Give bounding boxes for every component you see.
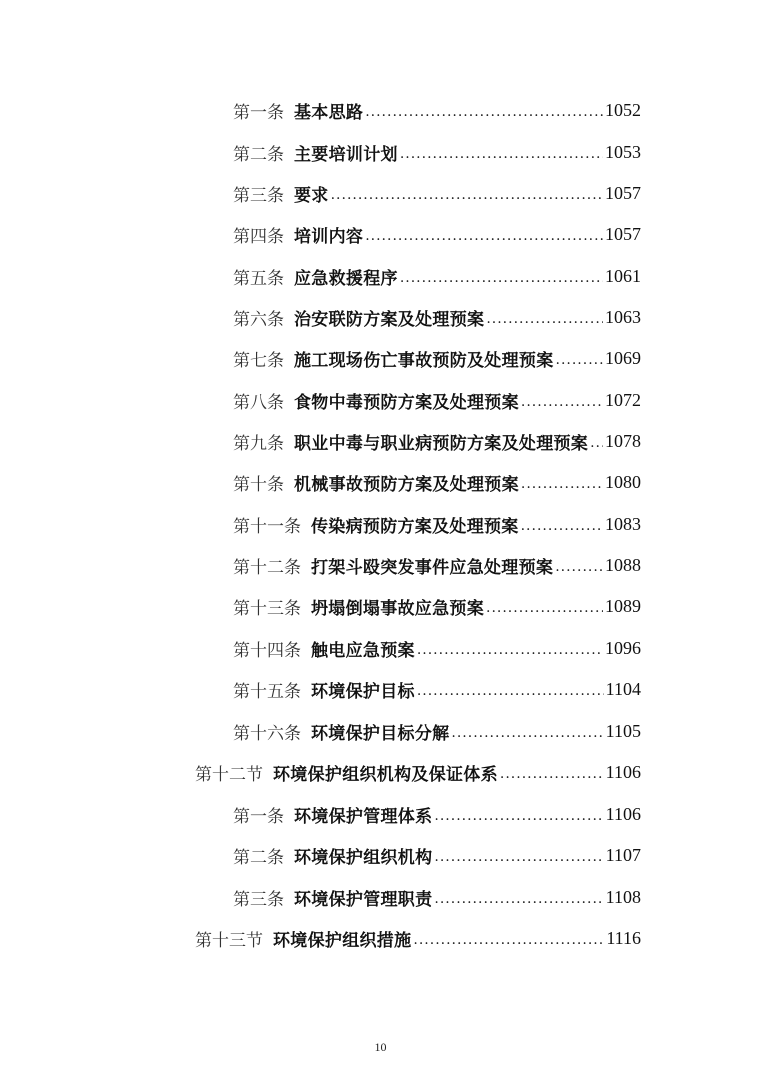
toc-entry-title: 环境保护管理体系 [294, 806, 433, 827]
toc-entry[interactable] [233, 344, 641, 372]
toc-entry-title: 传染病预防方案及处理预案 [311, 516, 519, 537]
toc-entry-page: 1108 [605, 886, 641, 907]
toc-entry-title: 坍塌倒塌事故应急预案 [311, 598, 484, 619]
toc-entry-page: 1063 [605, 306, 641, 327]
toc-entry-page: 1057 [605, 223, 641, 244]
toc-entry-number: 第十五条 [233, 681, 301, 702]
toc-entry-number: 第十条 [233, 474, 284, 495]
toc-entry-page: 1057 [605, 182, 641, 203]
toc-leader-dots [451, 725, 603, 741]
toc-entry-page: 1105 [605, 720, 641, 741]
toc-entry[interactable] [233, 179, 641, 207]
toc-entry[interactable] [233, 303, 641, 331]
toc-entry-title: 主要培训计划 [294, 144, 398, 165]
toc-entry-title: 环境保护目标分解 [311, 723, 450, 744]
toc-entry-page: 1069 [605, 347, 641, 368]
toc-entry-number: 第二条 [233, 847, 284, 868]
toc-entry-page: 1116 [606, 927, 641, 948]
toc-entry[interactable] [233, 717, 641, 745]
toc-entry-number: 第九条 [233, 433, 284, 454]
toc-entry-title: 培训内容 [294, 226, 364, 247]
toc-entry-title: 基本思路 [294, 102, 364, 123]
toc-section-entry[interactable] [195, 758, 641, 786]
toc-leader-dots [365, 228, 603, 244]
toc-entry-number: 第十六条 [233, 723, 301, 744]
toc-entry-title: 环境保护组织机构及保证体系 [273, 764, 498, 785]
toc-entry[interactable] [233, 841, 641, 869]
toc-entry-number: 第三条 [233, 185, 284, 206]
toc-entry-number: 第五条 [233, 268, 284, 289]
toc-leader-dots [400, 270, 603, 286]
toc-section-entry[interactable] [195, 924, 641, 952]
toc-entry-page: 1053 [605, 141, 641, 162]
toc-leader-dots [521, 518, 603, 534]
toc-entry[interactable] [233, 138, 641, 166]
toc-entry-page: 1078 [605, 430, 641, 451]
toc-leader-dots [500, 766, 604, 782]
toc-entry-number: 第十三条 [233, 598, 301, 619]
toc-entry[interactable] [233, 883, 641, 911]
toc-entry-title: 环境保护目标 [311, 681, 415, 702]
toc-leader-dots [556, 352, 604, 368]
toc-entry-number: 第一条 [233, 102, 284, 123]
toc-leader-dots [486, 600, 603, 616]
toc-entry-page: 1106 [605, 803, 641, 824]
toc-leader-dots [413, 932, 604, 948]
toc-entry-title: 治安联防方案及处理预案 [294, 309, 485, 330]
toc-entry-title: 职业中毒与职业病预防方案及处理预案 [294, 433, 589, 454]
toc-entry-page: 1096 [605, 637, 641, 658]
toc-entry-page: 1104 [605, 678, 641, 699]
toc-entry[interactable] [233, 592, 641, 620]
toc-leader-dots [331, 187, 603, 203]
toc-entry-number: 第十三节 [195, 930, 263, 951]
toc-entry-page: 1072 [605, 389, 641, 410]
toc-entry-title: 环境保护组织机构 [294, 847, 433, 868]
toc-leader-dots [486, 311, 603, 327]
toc-leader-dots [521, 476, 603, 492]
toc-leader-dots [434, 808, 603, 824]
toc-entry-page: 1080 [605, 471, 641, 492]
toc-entry-page: 1106 [605, 761, 641, 782]
toc-entry-title: 食物中毒预防方案及处理预案 [294, 392, 519, 413]
toc-entry-page: 1089 [605, 595, 641, 616]
toc-entry-number: 第一条 [233, 806, 284, 827]
toc-entry-number: 第八条 [233, 392, 284, 413]
toc-entry-title: 环境保护管理职责 [294, 889, 433, 910]
toc-entry[interactable] [233, 800, 641, 828]
toc-entry-page: 1088 [605, 554, 641, 575]
toc-entry[interactable] [233, 468, 641, 496]
toc-entry[interactable] [233, 634, 641, 662]
toc-entry-number: 第七条 [233, 350, 284, 371]
toc-entry[interactable] [233, 220, 641, 248]
toc-leader-dots [417, 683, 604, 699]
toc-entry-title: 触电应急预案 [311, 640, 415, 661]
toc-entry-title: 打架斗殴突发事件应急处理预案 [311, 557, 554, 578]
toc-entry-title: 施工现场伤亡事故预防及处理预案 [294, 350, 554, 371]
toc-entry-page: 1083 [605, 513, 641, 534]
toc-entry-number: 第十二节 [195, 764, 263, 785]
toc-entry-title: 应急救援程序 [294, 268, 398, 289]
toc-leader-dots [555, 559, 603, 575]
page-number: 10 [374, 1040, 387, 1054]
toc-leader-dots [434, 891, 603, 907]
toc-entry-number: 第六条 [233, 309, 284, 330]
toc-leader-dots [590, 435, 603, 451]
toc-entry-title: 要求 [294, 185, 329, 206]
toc-entry-number: 第四条 [233, 226, 284, 247]
toc-entry[interactable] [233, 551, 641, 579]
toc-entry[interactable] [233, 386, 641, 414]
toc-entry[interactable] [233, 96, 641, 124]
toc-entry-number: 第十一条 [233, 516, 301, 537]
toc-leader-dots [365, 104, 603, 120]
toc-entry[interactable] [233, 427, 641, 455]
toc-entry-page: 1052 [605, 99, 641, 120]
toc-entry-number: 第十四条 [233, 640, 301, 661]
toc-leader-dots [521, 394, 603, 410]
toc-entry-number: 第三条 [233, 889, 284, 910]
toc-entry[interactable] [233, 675, 641, 703]
toc-entry[interactable] [233, 262, 641, 290]
toc-entry-title: 环境保护组织措施 [273, 930, 412, 951]
toc-leader-dots [400, 146, 603, 162]
toc-entry[interactable] [233, 510, 641, 538]
toc-entry-title: 机械事故预防方案及处理预案 [294, 474, 519, 495]
toc-leader-dots [434, 849, 603, 865]
toc-leader-dots [417, 642, 603, 658]
toc-entry-number: 第二条 [233, 144, 284, 165]
toc-entry-page: 1061 [605, 265, 641, 286]
toc-entry-page: 1107 [605, 844, 641, 865]
toc-entry-number: 第十二条 [233, 557, 301, 578]
